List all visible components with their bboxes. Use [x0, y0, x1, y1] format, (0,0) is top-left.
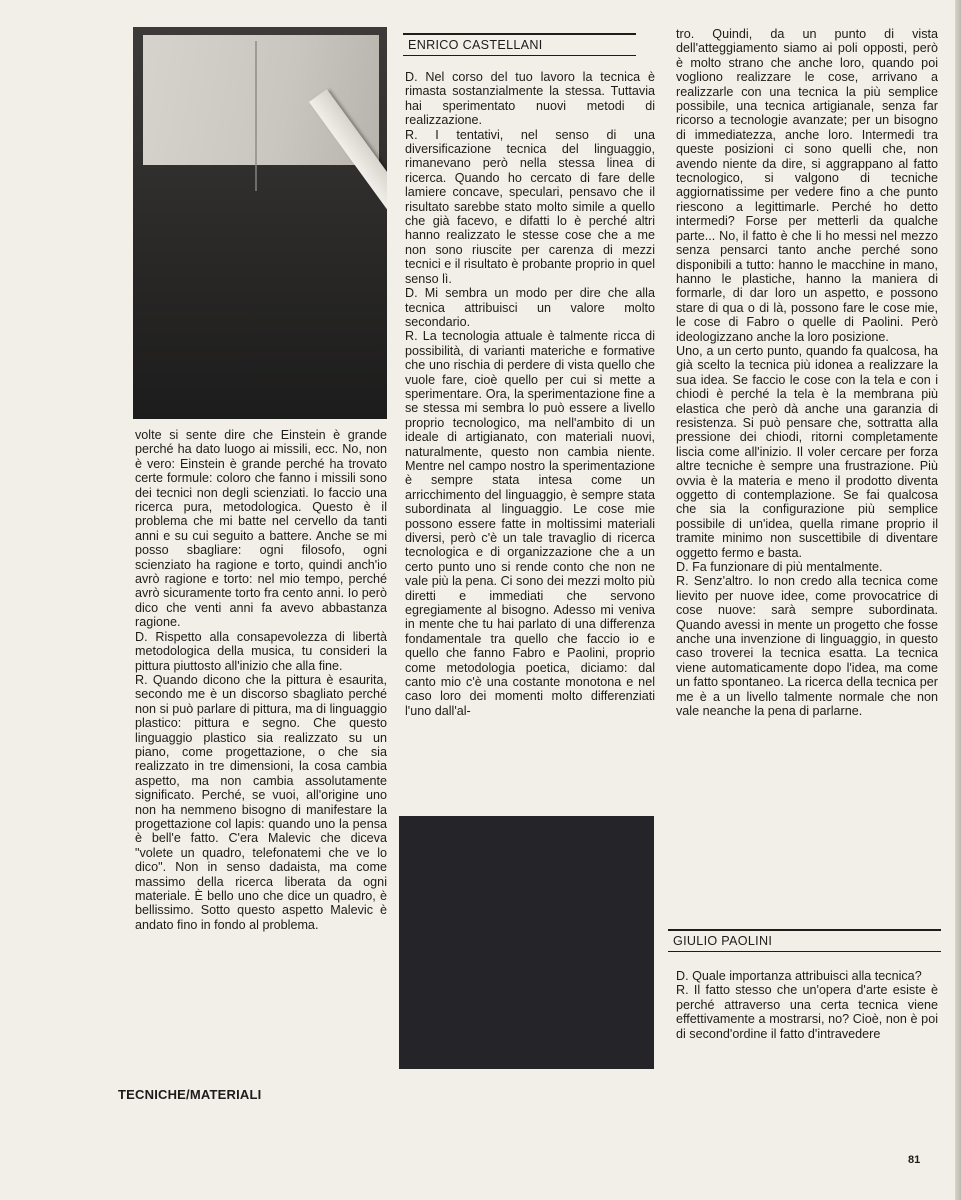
section-label: TECNICHE/MATERIALI [118, 1087, 262, 1102]
col3-paragraph: tro. Quindi, da un punto di vista dell'atteggiamento siamo ai poli opposti, però è molto strano che anche loro, quando poi vogliono realizzare le cose, arrivano a realizzarle con una tecnica la più semplice possibile, una tecnica artigianale, senza far ricorso a tecnologie avanzate; per un bisogno di immediatezza, anche loro. Intermedi tra queste posizioni ci sono quelli che, non avendo niente da dire, si aggrappano al fatto tecnologico, si valgono di tecniche aggiornatissime per vedere fino a che punto riescono a legittimarle. Perché ho detto intermedi? Forse per metterli da qualche parte... No, il fatto è che li ho messi nel mezzo senza pensarci tanto anche perché sono disponibili a tutto: hanno le macchine in mano, hanno le plastiche, hanno la maniera di formarle, di dar loro un aspetto, e possono stare di qua o di là, possono fare le cose mie, le cose di Fabro o quelle di Paolini. Però ideologizzano anche la loro posizione. [676, 27, 938, 344]
col3-paragraph: R. Senz'altro. Io non credo alla tecnica come lievito per nuove idee, come provocatrice di cose nuove: sarà sempre subordinata. Quando avessi in mente un progetto che fosse anche una invenzione di linguaggio, in questo caso troverei la tecnica esatta. La tecnica viene automaticamente dopo l'idea, ma come un fatto spontaneo. La ricerca della tecnica per me è a un livello talmente normale che non vale neanche la pena di parlarne. [676, 574, 938, 719]
col2-paragraph: D. Mi sembra un modo per dire che alla tecnica attribuisci un valore molto secondario. [405, 286, 655, 329]
col1-paragraph: R. Quando dicono che la pittura è esaurita, secondo me è un discorso sbagliato perché non si può parlare di pittura, ma di linguaggio plastico: pittura e segno. Che questo linguaggio plastico sia realizzato su un piano, come progettazione, o che sia realizzato in tre dimensioni, la cosa cambia aspetto, ma non cambia assolutamente significato. Perché, se vuoi, all'origine uno non ha nemmeno bisogno di manifestare la progettazione col lapis: quando uno la pensa è bell'e fatto. C'era Malevic che diceva "volete un quadro, telefonatemi che ve lo dico". Non in senso dadaista, ma come massimo della ricerca liberata da ogni materiale. È bello uno che dice un quadro, è bellissimo. Sotto questo aspetto Malevic è andato fino in fondo al problema. [135, 672, 387, 932]
col4-paragraph: D. Quale importanza attribuisci alla tecnica? [676, 969, 922, 983]
column-2 [405, 70, 655, 718]
sculpture-photo [133, 27, 387, 419]
col1-paragraph: volte si sente dire che Einstein è grande perché ha dato luogo ai missili, ecc. No, non è vero: Einstein è grande perché ha trovato certe formule: coloro che fanno i missili sono dei tecnici non degli scienziati. Io faccio una ricerca pura, metodologica. Questo è il problema che mi batte nel cervello da tanti anni e su cui seguito a battere. Anche se mi posso sbagliare: ogni filosofo, ogni scienziato ha ragione e torto, quindi anch'io avrò ragione e torto: nel mio tempo, perché avrò sicuramente torto fra cento anni. Io però dico che venti anni fa avevo abbastanza ragione. [135, 428, 387, 630]
column-1 [135, 428, 387, 932]
col3-paragraph: D. Fa funzionare di più mentalmente. [676, 560, 883, 575]
col2-paragraph: R. I tentativi, nel senso di una diversificazione tecnica del linguaggio, rimanevano però nella stessa linea di ricerca. Quando ho cercato di fare delle lamiere concave, speculari, pensavo che il risultato sarebbe stato molto simile a quello che già facevo, e difatti lo è perché altri hanno realizzato le stesse cose che a me non sono riuscite per carenza di mezzi tecnici e il risultato è probante proprio in quel senso lì. [405, 127, 655, 286]
col2-paragraph: D. Nel corso del tuo lavoro la tecnica è rimasta sostanzialmente la stessa. Tuttavia hai sperimentato nuovi metodi di realizzazione. [405, 70, 655, 128]
col2-paragraph: R. La tecnologia attuale è talmente ricca di possibilità, di varianti materiche e formative che uno rischia di perdere di vista quello che vuole fare, cioè quello per cui si mette a sperimentare. Ora, la sperimentazione fine a se stessa mi sembra lo può essere a livello proprio tecnologico, ma nell'ambito di un ideale di artigianato, con materiali nuovi, naturalmente, questo non cambia niente. Mentre nel campo nostro la sperimentazione è sempre stata intesa come un arricchimento del linguaggio, è sempre stata subordinata al linguaggio. Le cose mie possono essere fatte in moltissimi materiali diversi, però c'è un tale travaglio di ricerca tecnologica e di organizzazione che a un certo punto uno si rende conto che non ne vale più la pena. Ci sono dei mezzi molto più diretti e immediati che servono egregiamente al bisogno. Adesso mi veniva in mente che tu hai parlato di una differenza fondamentale tra quello che faccio io e quello che fanno Fabro e Paolini, proprio come metodologia poetica, diciamo: dal canto mio c'è una costante monotona e nel caso loro dei momenti molto differenziati l'uno dall'al- [405, 329, 655, 718]
header-castellani: ENRICO CASTELLANI [403, 33, 636, 56]
column-3 [676, 27, 938, 719]
dark-artwork-image [399, 816, 654, 1069]
column-4 [676, 969, 938, 1041]
col3-paragraph: Uno, a un certo punto, quando fa qualcosa, ha già scelto la tecnica più idonea a realizzare la sua idea. Se faccio le cose con la tela e con i chiodi è perché la tela è la membrana più elastica che però dà anche una garanzia di resistenza. Si può pensare che, sottratta alla pressione dei chiodi, ritorni completamente liscia come all'inizio. Il voler cercare per forza altre tecniche è sempre una frustrazione. Più ovvia è la materia e meno il prodotto diventa oggetto di contemplazione. Se fai qualcosa che sia la configurazione più semplice possibile di un'idea, quella rimane proprio il tramite minimo non suscettibile di diventare oggetto fermo e basta. [676, 343, 938, 560]
photo-wire [255, 41, 257, 191]
header-paolini: GIULIO PAOLINI [668, 929, 941, 952]
col1-paragraph: D. Rispetto alla consapevolezza di libertà metodologica della musica, tu consideri la pittura piuttosto all'inizio che alla fine. [135, 629, 387, 673]
page-number: 81 [908, 1154, 921, 1166]
col4-paragraph: R. Il fatto stesso che un'opera d'arte esiste è perché attraverso una certa tecnica viene effettivamente a mostrarsi, no? Cioè, non è poi di second'ordine il fatto d'intravedere [676, 983, 938, 1041]
page-edge [955, 0, 961, 1200]
